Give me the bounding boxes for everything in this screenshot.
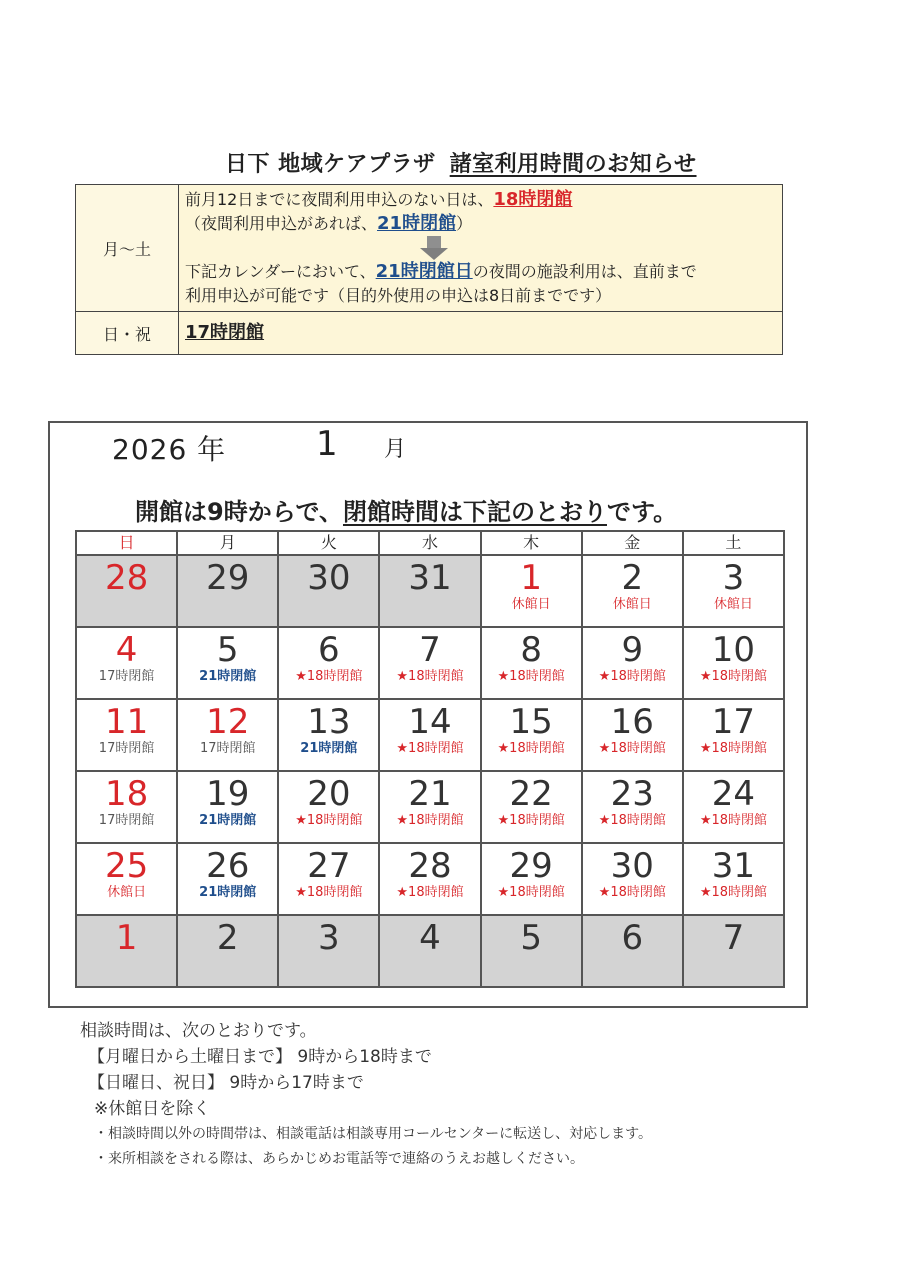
weekday-header: 土	[683, 531, 784, 555]
day-number: 31	[711, 846, 756, 886]
closing-time-note: 17時閉館	[199, 741, 256, 756]
calendar-week-row	[76, 627, 784, 699]
day-number: 11	[104, 702, 149, 742]
closing-time-note: 17時閉館	[98, 669, 155, 684]
weekday-label: 月～土	[76, 185, 179, 312]
calendar-week-row	[76, 555, 784, 627]
day-number: 1	[520, 558, 542, 598]
calendar-day-cell	[76, 771, 177, 843]
calendar-day-cell	[177, 627, 278, 699]
footer-note-1: ・相談時間以外の時間帯は、相談電話は相談専用コールセンターに転送し、対応します。	[94, 1126, 653, 1142]
closing-time-note: 21時閉館	[199, 813, 257, 828]
calendar-day-cell	[582, 627, 683, 699]
day-number: 16	[610, 702, 654, 742]
calendar-day-cell	[379, 771, 480, 843]
calendar-week-row	[76, 843, 784, 915]
closing-time-note: 休館日	[107, 885, 147, 900]
calendar-day-cell	[177, 915, 278, 987]
closing-time-note: ★18時閉館	[699, 669, 768, 684]
weekday-header: 水	[379, 531, 480, 555]
info-line-2-close: ）	[456, 214, 473, 233]
day-number: 19	[206, 774, 250, 814]
day-number: 27	[307, 846, 351, 886]
calendar-grid	[75, 530, 785, 988]
calendar-day-cell	[481, 699, 582, 771]
weekday-header: 火	[278, 531, 379, 555]
info-line-3-post: の夜間の施設利用は、直前まで	[472, 262, 697, 281]
holiday-content	[179, 312, 783, 355]
closing-time-note: 17時閉館	[98, 813, 155, 828]
closing-time-note: ★18時閉館	[699, 813, 768, 828]
info-line-3-text: 下記カレンダーにおいて、	[185, 262, 376, 281]
calendar-day-cell	[177, 699, 278, 771]
day-number: 22	[509, 774, 553, 814]
day-number: 5	[520, 918, 542, 958]
calendar-day-cell	[379, 843, 480, 915]
holiday-label: 日・祝	[76, 312, 179, 355]
day-number: 31	[408, 558, 452, 598]
closing-time-note: ★18時閉館	[497, 813, 565, 828]
weekday-header: 日	[76, 531, 177, 555]
day-number: 4	[419, 918, 441, 958]
weekday-header: 木	[481, 531, 582, 555]
day-number: 8	[520, 630, 542, 670]
arrow-row	[185, 236, 776, 260]
calendar-day-cell	[379, 627, 480, 699]
closing-time-note: ★18時閉館	[497, 885, 565, 900]
closing-time-note: ★18時閉館	[295, 813, 363, 828]
calendar-day-cell	[278, 627, 379, 699]
hours-info-table	[75, 184, 783, 355]
day-number: 26	[206, 846, 250, 886]
day-number: 6	[621, 918, 644, 958]
day-number: 14	[408, 702, 452, 742]
calendar-day-cell	[278, 843, 379, 915]
year: 2026	[112, 433, 188, 466]
close-21-day-highlight: 21時閉館日	[375, 261, 473, 282]
calendar-day-cell	[582, 915, 683, 987]
calendar-day-cell	[76, 627, 177, 699]
closing-time-note: 休館日	[511, 597, 551, 612]
day-number: 29	[206, 558, 250, 598]
info-line-4: 利用申込が可能です（目的外使用の申込は8日前までです）	[185, 286, 612, 305]
closing-time-note: ★18時閉館	[699, 885, 768, 900]
day-number: 2	[621, 558, 644, 598]
calendar-day-cell	[683, 771, 784, 843]
day-number: 4	[115, 630, 138, 670]
weekday-content	[179, 185, 783, 312]
day-number: 5	[216, 630, 239, 670]
closing-time-note: ★18時閉館	[598, 669, 666, 684]
closing-time-note: ★18時閉館	[497, 669, 565, 684]
day-number: 30	[307, 558, 351, 598]
calendar-day-cell	[481, 843, 582, 915]
info-line-3	[185, 260, 776, 284]
calendar-day-cell	[278, 555, 379, 627]
calendar-day-cell	[481, 555, 582, 627]
opening-notice	[135, 492, 677, 527]
calendar-day-cell	[379, 699, 480, 771]
day-number: 21	[408, 774, 452, 814]
calendar-day-cell	[683, 843, 784, 915]
day-number: 28	[104, 558, 149, 598]
closing-time-note: ★18時閉館	[598, 813, 666, 828]
notice-end: です。	[606, 498, 678, 526]
footer-line-1: 相談時間は、次のとおりです。	[80, 1021, 317, 1041]
calendar-week-row	[76, 771, 784, 843]
footer-line-2: 【月曜日から土曜日まで】 9時から18時まで	[88, 1047, 432, 1067]
calendar-day-cell	[278, 699, 379, 771]
closing-time-note: 17時閉館	[98, 741, 155, 756]
day-number: 6	[318, 630, 340, 670]
closing-time-note: ★18時閉館	[699, 741, 768, 756]
day-number: 20	[307, 774, 351, 814]
closing-time-note: 21時閉館	[300, 741, 358, 756]
day-number: 24	[711, 774, 756, 814]
closing-time-note: ★18時閉館	[396, 813, 464, 828]
info-line-1-text: 前月12日までに夜間利用申込のない日は、	[185, 190, 494, 209]
day-number: 30	[610, 846, 654, 886]
day-number: 10	[711, 630, 756, 670]
calendar-day-cell	[76, 843, 177, 915]
day-number: 3	[318, 918, 340, 958]
closing-time-note: ★18時閉館	[598, 741, 666, 756]
info-line-2-text: （夜間利用申込があれば、	[185, 214, 378, 233]
closing-time-note: ★18時閉館	[396, 885, 464, 900]
day-number: 17	[711, 702, 756, 742]
closing-time-note: ★18時閉館	[598, 885, 666, 900]
closing-time-note: 21時閉館	[199, 885, 257, 900]
month-unit: 月	[384, 437, 408, 462]
closing-time-note: ★18時閉館	[295, 885, 363, 900]
calendar-day-cell	[278, 771, 379, 843]
calendar-day-cell	[481, 771, 582, 843]
title-facility: 日下 地域ケアプラザ	[225, 152, 436, 177]
info-line-2	[185, 212, 776, 236]
year-month-heading	[112, 424, 408, 468]
day-number: 3	[722, 558, 745, 598]
closing-time-note: ★18時閉館	[295, 669, 363, 684]
calendar-day-cell	[177, 843, 278, 915]
weekday-header: 金	[582, 531, 683, 555]
footer-line-3: 【日曜日、祝日】 9時から17時まで	[88, 1073, 364, 1093]
calendar-day-cell	[177, 555, 278, 627]
calendar-day-cell	[582, 771, 683, 843]
page-title	[225, 147, 697, 178]
closing-time-note: 休館日	[713, 597, 753, 612]
day-number: 7	[722, 918, 745, 958]
title-subject: 諸室利用時間のお知らせ	[449, 152, 697, 177]
calendar-day-cell	[582, 555, 683, 627]
calendar-week-row	[76, 915, 784, 987]
calendar-day-cell	[76, 555, 177, 627]
calendar-day-cell	[481, 627, 582, 699]
month: 1	[316, 424, 339, 464]
day-number: 12	[206, 702, 250, 742]
notice-text: 開館は9時からで、	[135, 498, 343, 526]
calendar-day-cell	[582, 699, 683, 771]
day-number: 1	[115, 918, 138, 958]
footer-note-2: ・来所相談をされる際は、あらかじめお電話等で連絡のうえお越しください。	[94, 1151, 584, 1167]
calendar-day-cell	[278, 915, 379, 987]
closing-time-note: ★18時閉館	[497, 741, 565, 756]
calendar-day-cell	[683, 915, 784, 987]
closing-time-note: 休館日	[612, 597, 652, 612]
day-number: 29	[509, 846, 553, 886]
day-number: 18	[104, 774, 149, 814]
day-number: 15	[509, 702, 553, 742]
calendar-day-cell	[177, 771, 278, 843]
day-number: 2	[216, 918, 239, 958]
weekday-header: 月	[177, 531, 278, 555]
calendar-body	[76, 555, 784, 987]
calendar-week-row	[76, 699, 784, 771]
footer-line-4: ※休館日を除く	[94, 1099, 211, 1119]
closing-time-note: 21時閉館	[199, 669, 257, 684]
day-number: 28	[408, 846, 452, 886]
weekday-header-row	[76, 531, 784, 555]
calendar-day-cell	[683, 555, 784, 627]
calendar-day-cell	[683, 699, 784, 771]
closing-time-note: ★18時閉館	[396, 669, 464, 684]
calendar-day-cell	[683, 627, 784, 699]
closing-time-note: ★18時閉館	[396, 741, 464, 756]
info-line-1	[185, 188, 776, 212]
consultation-hours	[80, 1018, 652, 1172]
calendar-day-cell	[481, 915, 582, 987]
calendar-day-cell	[379, 915, 480, 987]
calendar-day-cell	[76, 915, 177, 987]
year-unit: 年	[197, 433, 227, 466]
calendar-day-cell	[379, 555, 480, 627]
calendar-day-cell	[76, 699, 177, 771]
close-21-highlight: 21時閉館	[377, 213, 457, 234]
notice-underlined: 閉館時間は下記のとおり	[342, 498, 607, 526]
day-number: 23	[610, 774, 654, 814]
calendar-day-cell	[582, 843, 683, 915]
day-number: 13	[307, 702, 351, 742]
day-number: 25	[104, 846, 149, 886]
close-18-highlight: 18時閉館	[493, 189, 573, 210]
day-number: 7	[419, 630, 441, 670]
holiday-value: 17時閉館	[185, 322, 265, 343]
day-number: 9	[621, 630, 644, 670]
